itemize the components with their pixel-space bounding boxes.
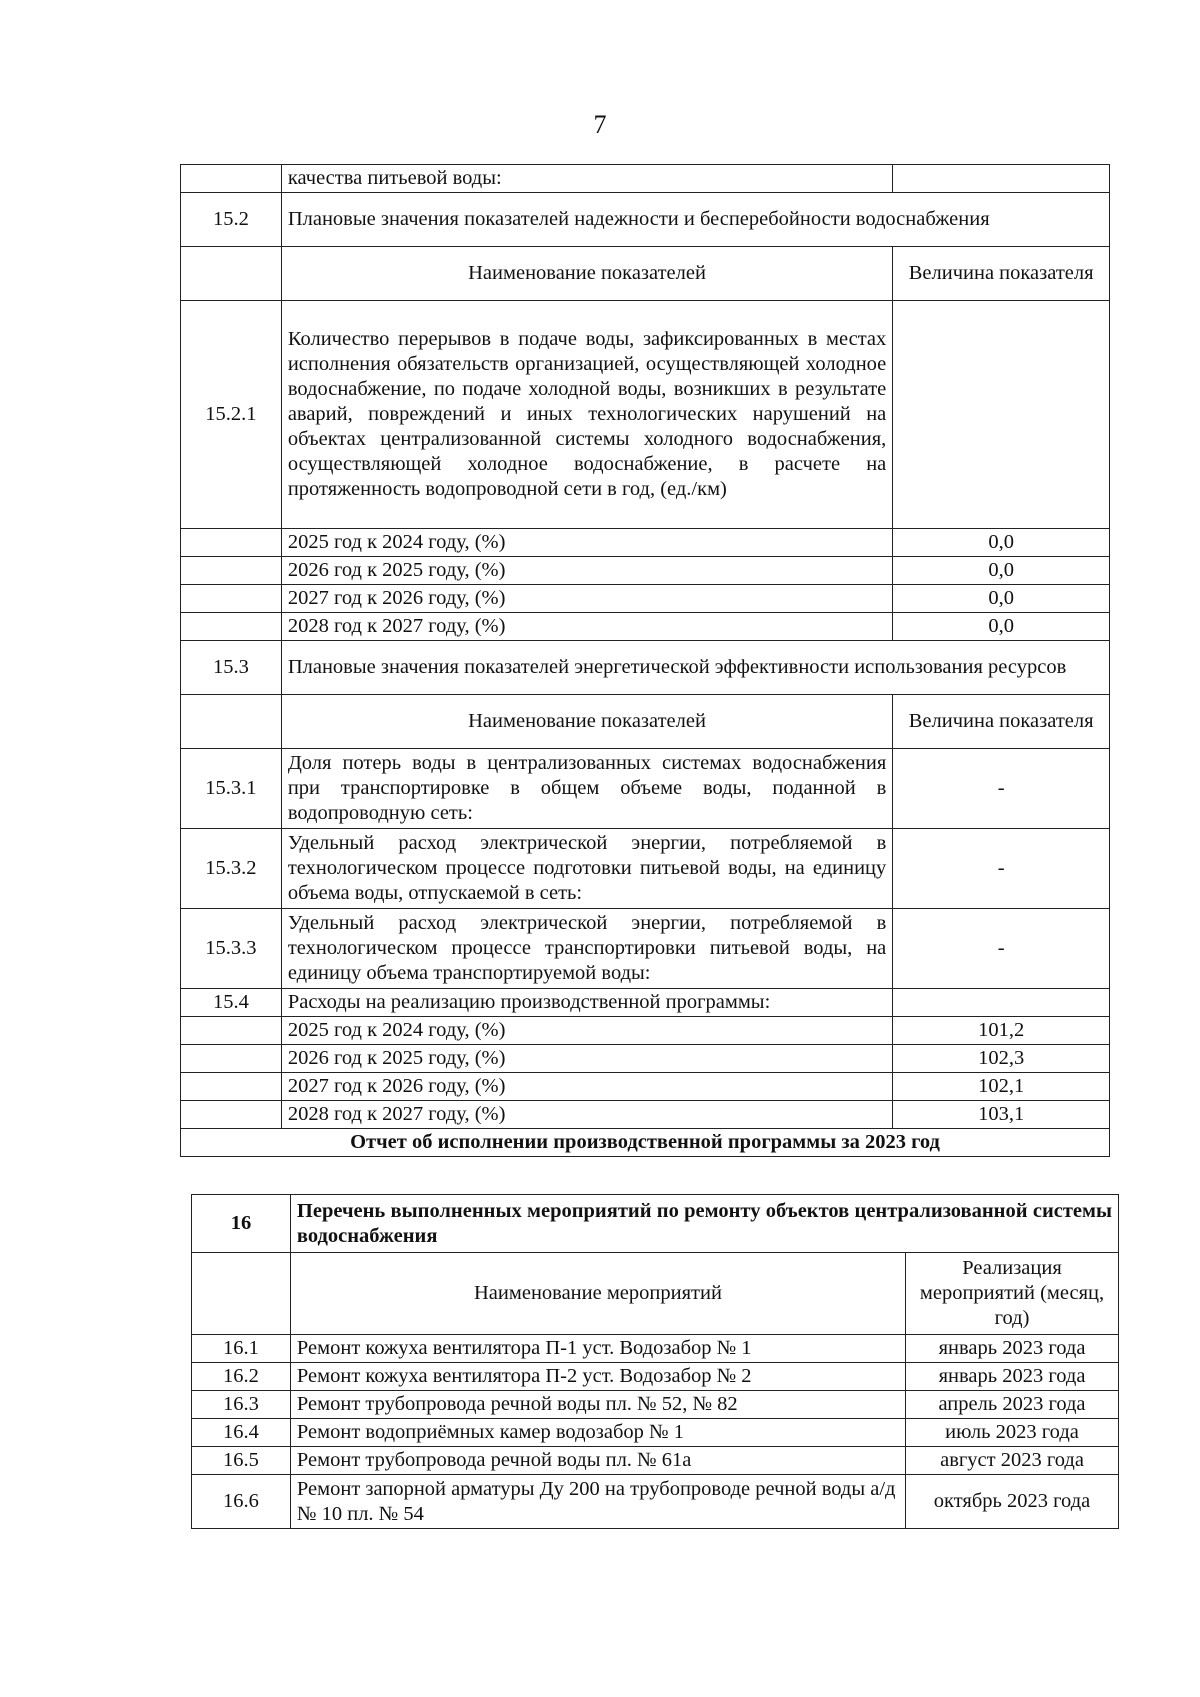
page-number: 7 bbox=[593, 110, 607, 139]
year-value: 102,1 bbox=[893, 1073, 1110, 1101]
row-number-cell: 15.2 bbox=[181, 193, 282, 247]
section-row-16 bbox=[192, 1195, 1119, 1253]
year-value: 102,3 bbox=[893, 1045, 1110, 1073]
year-label: 2025 год к 2024 году, (%) bbox=[281, 1017, 892, 1045]
row-number-cell: 15.2.1 bbox=[181, 301, 282, 529]
indicators-table bbox=[180, 164, 1110, 1157]
table-row bbox=[192, 1363, 1119, 1391]
column-header-name: Наименование показателей bbox=[281, 247, 892, 301]
year-label: 2025 год к 2024 году, (%) bbox=[281, 529, 892, 557]
row-number-cell: 16.5 bbox=[192, 1447, 291, 1475]
row-number-cell: 16.1 bbox=[192, 1335, 291, 1363]
value-cell: январь 2023 года bbox=[906, 1335, 1119, 1363]
year-value: 0,0 bbox=[893, 557, 1110, 585]
header-row bbox=[181, 247, 1110, 301]
year-value: 0,0 bbox=[893, 585, 1110, 613]
row-number-cell: 15.3 bbox=[181, 641, 282, 695]
value-cell bbox=[893, 165, 1110, 193]
row-text-cell: Расходы на реализацию производственной программы: bbox=[281, 989, 892, 1017]
year-row bbox=[181, 613, 1110, 641]
table-row bbox=[192, 1447, 1119, 1475]
report-title: Отчет об исполнении производственной программы за 2023 год bbox=[181, 1129, 1110, 1157]
header-row bbox=[181, 695, 1110, 749]
table-row bbox=[192, 1391, 1119, 1419]
table-row bbox=[181, 165, 1110, 193]
row-number-cell bbox=[181, 165, 282, 193]
year-label: 2028 год к 2027 году, (%) bbox=[281, 613, 892, 641]
column-header-value: Величина показателя bbox=[893, 247, 1110, 301]
row-text-cell: Ремонт кожуха вентилятора П-1 уст. Водозабор № 1 bbox=[290, 1335, 905, 1363]
row-text-cell: Удельный расход электрической энергии, потребляемой в технологическом процессе транспортировки питьевой воды, на единицу объема транспортируемой воды: bbox=[281, 909, 892, 989]
year-row bbox=[181, 1101, 1110, 1129]
year-label: 2027 год к 2026 году, (%) bbox=[281, 1073, 892, 1101]
year-row bbox=[181, 1045, 1110, 1073]
table-row bbox=[192, 1335, 1119, 1363]
column-header-name: Наименование мероприятий bbox=[290, 1253, 905, 1335]
value-cell: апрель 2023 года bbox=[906, 1391, 1119, 1419]
column-header-value: Величина показателя bbox=[893, 695, 1110, 749]
section-row-15-3 bbox=[181, 641, 1110, 695]
row-text-cell: Удельный расход электрической энергии, потребляемой в технологическом процессе подготовки питьевой воды, на единицу объема воды, отпускаемой в сеть: bbox=[281, 829, 892, 909]
table-row bbox=[192, 1475, 1119, 1529]
row-number-cell: 16.6 bbox=[192, 1475, 291, 1529]
section-row-15-2 bbox=[181, 193, 1110, 247]
column-header-value: Реализация мероприятий (месяц, год) bbox=[906, 1253, 1119, 1335]
row-text-cell: Ремонт кожуха вентилятора П-2 уст. Водозабор № 2 bbox=[290, 1363, 905, 1391]
year-row bbox=[181, 1017, 1110, 1045]
row-number-cell: 16.3 bbox=[192, 1391, 291, 1419]
row-text-cell: качества питьевой воды: bbox=[281, 165, 892, 193]
year-row bbox=[181, 529, 1110, 557]
value-cell: январь 2023 года bbox=[906, 1363, 1119, 1391]
row-15-3-2 bbox=[181, 829, 1110, 909]
value-cell: октябрь 2023 года bbox=[906, 1475, 1119, 1529]
row-number-cell: 15.3.2 bbox=[181, 829, 282, 909]
year-value: 0,0 bbox=[893, 613, 1110, 641]
row-number-cell: 16 bbox=[192, 1195, 291, 1253]
row-text-cell: Доля потерь воды в централизованных системах водоснабжения при транспортировке в общем объеме воды, поданной в водопроводную сеть: bbox=[281, 749, 892, 829]
row-text-cell: Ремонт трубопровода речной воды пл. № 61а bbox=[290, 1447, 905, 1475]
value-cell: июль 2023 года bbox=[906, 1419, 1119, 1447]
section-title-cell: Перечень выполненных мероприятий по ремонту объектов централизованной системы водоснабжения bbox=[290, 1195, 1118, 1253]
row-text-cell: Ремонт запорной арматуры Ду 200 на трубопроводе речной воды а/д № 10 пл. № 54 bbox=[290, 1475, 905, 1529]
year-label: 2027 год к 2026 году, (%) bbox=[281, 585, 892, 613]
header-row bbox=[192, 1253, 1119, 1335]
row-text-cell: Ремонт трубопровода речной воды пл. № 52, № 82 bbox=[290, 1391, 905, 1419]
row-number-cell: 15.4 bbox=[181, 989, 282, 1017]
row-15-2-1 bbox=[181, 301, 1110, 529]
year-value: 103,1 bbox=[893, 1101, 1110, 1129]
value-cell: август 2023 года bbox=[906, 1447, 1119, 1475]
section-title-cell: Плановые значения показателей надежности и бесперебойности водоснабжения bbox=[281, 193, 1109, 247]
year-label: 2026 год к 2025 году, (%) bbox=[281, 557, 892, 585]
year-row bbox=[181, 585, 1110, 613]
value-cell: - bbox=[893, 909, 1110, 989]
row-number-cell: 16.4 bbox=[192, 1419, 291, 1447]
year-value: 0,0 bbox=[893, 529, 1110, 557]
row-number-cell: 15.3.1 bbox=[181, 749, 282, 829]
row-15-3-1 bbox=[181, 749, 1110, 829]
year-row bbox=[181, 557, 1110, 585]
table-row bbox=[192, 1419, 1119, 1447]
value-cell: - bbox=[893, 829, 1110, 909]
row-number-cell bbox=[181, 247, 282, 301]
row-number-cell: 15.3.3 bbox=[181, 909, 282, 989]
year-label: 2028 год к 2027 году, (%) bbox=[281, 1101, 892, 1129]
row-text-cell: Количество перерывов в подаче воды, зафиксированных в местах исполнения обязательств организацией, осуществляющей холодное водоснабжение, по подаче холодной воды, возникших в результате аварий, повреждений и иных технологических нарушений на объектах централизованной системы холодного водоснабжения, осуществляющей холодное водоснабжение, в расчете на протяженность водопроводной сети в год, (ед./км) bbox=[281, 301, 892, 529]
value-cell bbox=[893, 301, 1110, 529]
year-row bbox=[181, 1073, 1110, 1101]
year-label: 2026 год к 2025 году, (%) bbox=[281, 1045, 892, 1073]
row-number-cell: 16.2 bbox=[192, 1363, 291, 1391]
value-cell: - bbox=[893, 749, 1110, 829]
row-15-3-3 bbox=[181, 909, 1110, 989]
report-title-row bbox=[181, 1129, 1110, 1157]
section-title-cell: Плановые значения показателей энергетической эффективности использования ресурсов bbox=[281, 641, 1109, 695]
row-15-4 bbox=[181, 989, 1110, 1017]
column-header-name: Наименование показателей bbox=[281, 695, 892, 749]
repairs-table bbox=[191, 1194, 1119, 1529]
row-text-cell: Ремонт водоприёмных камер водозабор № 1 bbox=[290, 1419, 905, 1447]
year-value: 101,2 bbox=[893, 1017, 1110, 1045]
